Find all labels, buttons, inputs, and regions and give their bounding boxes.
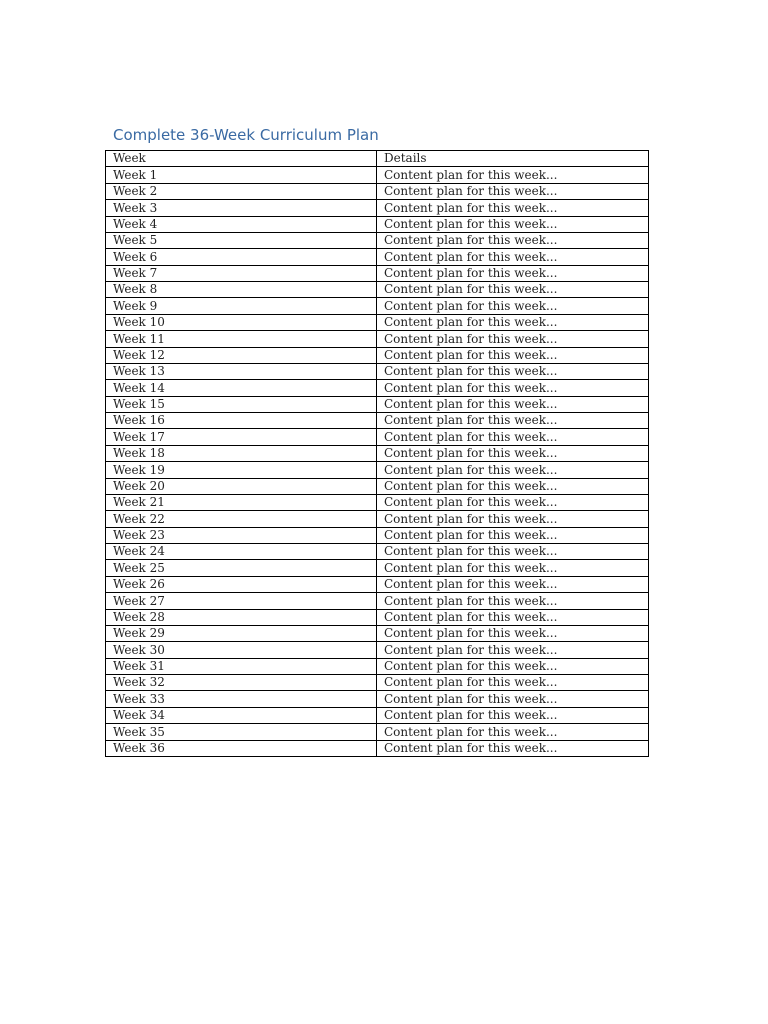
details-cell: Content plan for this week... (377, 560, 649, 576)
week-cell: Week 32 (106, 675, 377, 691)
table-row (106, 167, 649, 183)
week-cell: Week 13 (106, 363, 377, 379)
week-cell: Week 25 (106, 560, 377, 576)
week-cell: Week 24 (106, 544, 377, 560)
week-cell: Week 20 (106, 478, 377, 494)
details-cell: Content plan for this week... (377, 216, 649, 232)
table-row (106, 183, 649, 199)
week-cell: Week 36 (106, 740, 377, 756)
table-row (106, 609, 649, 625)
week-cell: Week 21 (106, 494, 377, 510)
details-cell: Content plan for this week... (377, 609, 649, 625)
table-row (106, 314, 649, 330)
details-cell: Content plan for this week... (377, 429, 649, 445)
table-row (106, 625, 649, 641)
details-cell: Content plan for this week... (377, 265, 649, 281)
week-cell: Week 14 (106, 380, 377, 396)
details-cell: Content plan for this week... (377, 445, 649, 461)
week-cell: Week 12 (106, 347, 377, 363)
page-title: Complete 36-Week Curriculum Plan (113, 126, 379, 144)
week-cell: Week 19 (106, 462, 377, 478)
week-cell: Week 1 (106, 167, 377, 183)
table-row (106, 494, 649, 510)
table-row (106, 298, 649, 314)
week-cell: Week 6 (106, 249, 377, 265)
details-cell: Content plan for this week... (377, 707, 649, 723)
table-row (106, 740, 649, 756)
details-cell: Content plan for this week... (377, 232, 649, 248)
details-cell: Content plan for this week... (377, 740, 649, 756)
week-cell: Week 15 (106, 396, 377, 412)
details-cell: Content plan for this week... (377, 724, 649, 740)
week-cell: Week 17 (106, 429, 377, 445)
table-header-row (106, 151, 649, 167)
details-cell: Content plan for this week... (377, 675, 649, 691)
details-cell: Content plan for this week... (377, 642, 649, 658)
table-row (106, 282, 649, 298)
week-cell: Week 2 (106, 183, 377, 199)
week-cell: Week 10 (106, 314, 377, 330)
details-cell: Content plan for this week... (377, 413, 649, 429)
details-cell: Content plan for this week... (377, 494, 649, 510)
details-cell: Content plan for this week... (377, 249, 649, 265)
table-row (106, 200, 649, 216)
table-row (106, 429, 649, 445)
details-cell: Content plan for this week... (377, 347, 649, 363)
week-cell: Week 9 (106, 298, 377, 314)
week-cell: Week 22 (106, 511, 377, 527)
table-row (106, 527, 649, 543)
table-row (106, 691, 649, 707)
table-row (106, 347, 649, 363)
details-cell: Content plan for this week... (377, 625, 649, 641)
week-cell: Week 18 (106, 445, 377, 461)
week-cell: Week 23 (106, 527, 377, 543)
header-cell-week: Week (106, 151, 377, 167)
table-row (106, 249, 649, 265)
details-cell: Content plan for this week... (377, 282, 649, 298)
details-cell: Content plan for this week... (377, 183, 649, 199)
table-row (106, 511, 649, 527)
table-body (106, 151, 649, 757)
curriculum-table (105, 150, 649, 757)
week-cell: Week 8 (106, 282, 377, 298)
header-cell-details: Details (377, 151, 649, 167)
table-row (106, 413, 649, 429)
table-row (106, 658, 649, 674)
details-cell: Content plan for this week... (377, 396, 649, 412)
table-row (106, 216, 649, 232)
table-row (106, 576, 649, 592)
week-cell: Week 7 (106, 265, 377, 281)
week-cell: Week 29 (106, 625, 377, 641)
details-cell: Content plan for this week... (377, 478, 649, 494)
details-cell: Content plan for this week... (377, 576, 649, 592)
details-cell: Content plan for this week... (377, 200, 649, 216)
table-row (106, 675, 649, 691)
details-cell: Content plan for this week... (377, 527, 649, 543)
details-cell: Content plan for this week... (377, 331, 649, 347)
table-row (106, 445, 649, 461)
week-cell: Week 11 (106, 331, 377, 347)
table-row (106, 396, 649, 412)
week-cell: Week 5 (106, 232, 377, 248)
week-cell: Week 31 (106, 658, 377, 674)
week-cell: Week 34 (106, 707, 377, 723)
week-cell: Week 35 (106, 724, 377, 740)
table-row (106, 560, 649, 576)
table-row (106, 593, 649, 609)
week-cell: Week 28 (106, 609, 377, 625)
week-cell: Week 26 (106, 576, 377, 592)
details-cell: Content plan for this week... (377, 462, 649, 478)
details-cell: Content plan for this week... (377, 363, 649, 379)
table-row (106, 265, 649, 281)
table-row (106, 724, 649, 740)
table-row (106, 544, 649, 560)
table-row (106, 380, 649, 396)
week-cell: Week 3 (106, 200, 377, 216)
table-row (106, 232, 649, 248)
week-cell: Week 30 (106, 642, 377, 658)
details-cell: Content plan for this week... (377, 380, 649, 396)
details-cell: Content plan for this week... (377, 544, 649, 560)
details-cell: Content plan for this week... (377, 314, 649, 330)
week-cell: Week 16 (106, 413, 377, 429)
table-row (106, 642, 649, 658)
table-row (106, 707, 649, 723)
week-cell: Week 33 (106, 691, 377, 707)
details-cell: Content plan for this week... (377, 511, 649, 527)
table-row (106, 363, 649, 379)
table-row (106, 478, 649, 494)
week-cell: Week 27 (106, 593, 377, 609)
details-cell: Content plan for this week... (377, 167, 649, 183)
table-row (106, 331, 649, 347)
week-cell: Week 4 (106, 216, 377, 232)
details-cell: Content plan for this week... (377, 298, 649, 314)
table-row (106, 462, 649, 478)
details-cell: Content plan for this week... (377, 691, 649, 707)
details-cell: Content plan for this week... (377, 593, 649, 609)
details-cell: Content plan for this week... (377, 658, 649, 674)
